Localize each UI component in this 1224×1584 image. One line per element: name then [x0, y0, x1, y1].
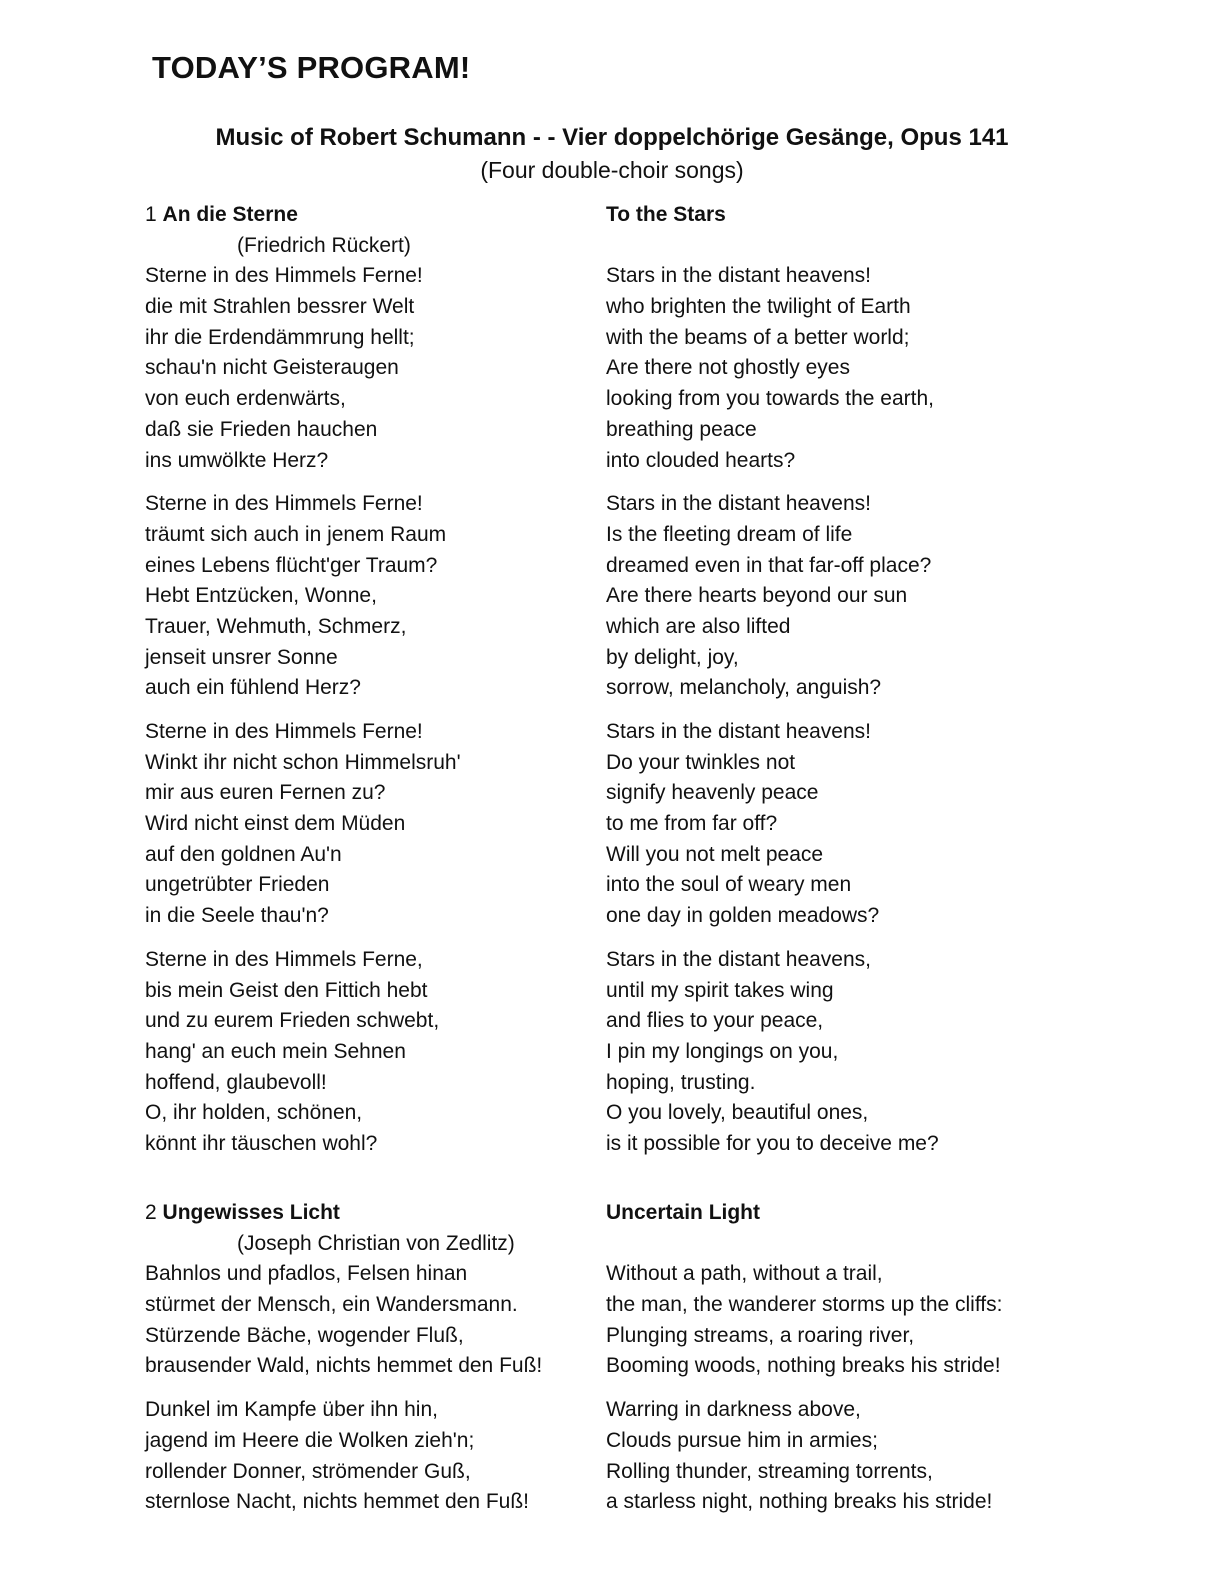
verse-line: hoffend, glaubevoll! — [145, 1070, 327, 1094]
verse-line: Booming woods, nothing breaks his stride! — [606, 1354, 1001, 1378]
verse-line: träumt sich auch in jenem Raum — [145, 522, 447, 546]
verse-line: Are there not ghostly eyes — [606, 356, 850, 380]
verse-line: sorrow, melancholy, anguish? — [606, 676, 882, 700]
verse-line: Dunkel im Kampfe über ihn hin, — [145, 1398, 438, 1422]
stanza-de — [145, 717, 461, 932]
verse-line: Wird nicht einst dem Müden — [145, 812, 406, 836]
verse-line: rollender Donner, strömender Guß, — [145, 1459, 471, 1483]
verse-line: Warring in darkness above, — [606, 1398, 861, 1422]
verse-line: which are also lifted — [606, 614, 791, 638]
song-1-english-column — [606, 200, 939, 1160]
verse-line: hang' an euch mein Sehnen — [145, 1039, 406, 1063]
verse-line: with the beams of a better world; — [606, 325, 910, 349]
verse-line: Stürzende Bäche, wogender Fluß, — [145, 1323, 464, 1347]
verse-line: to me from far off? — [606, 812, 778, 836]
verse-line: by delight, joy, — [606, 645, 739, 669]
stanza-en — [606, 489, 939, 704]
verse-line: breathing peace — [606, 417, 757, 441]
stanza-de — [145, 489, 461, 704]
verse-line: Clouds pursue him in armies; — [606, 1428, 878, 1452]
verse-line: in die Seele thau'n? — [145, 904, 329, 928]
song-title-de — [145, 1198, 542, 1229]
verse-line: Sterne in des Himmels Ferne, — [145, 947, 423, 971]
song-title-en — [606, 200, 939, 231]
stanza-en — [606, 1259, 1002, 1382]
verse-line: into the soul of weary men — [606, 873, 852, 897]
verse-line: until my spirit takes wing — [606, 978, 834, 1002]
verse-line: schau'n nicht Geisteraugen — [145, 356, 399, 380]
stanza-de — [145, 261, 461, 476]
verse-line: Are there hearts beyond our sun — [606, 584, 908, 608]
verse-line: von euch erdenwärts, — [145, 387, 346, 411]
stanza-en — [606, 1395, 1002, 1518]
verse-line: Stars in the distant heavens! — [606, 492, 871, 516]
verse-line: Winkt ihr nicht schon Himmelsruh' — [145, 750, 461, 774]
song-2-english-column — [606, 1198, 1002, 1518]
verse-line: bis mein Geist den Fittich hebt — [145, 978, 428, 1002]
song-author: (Joseph Christian von Zedlitz) — [237, 1231, 515, 1255]
verse-line: looking from you towards the earth, — [606, 387, 935, 411]
verse-line: ins umwölkte Herz? — [145, 448, 329, 472]
verse-line: eines Lebens flücht'ger Traum? — [145, 553, 438, 577]
verse-line: Will you not melt peace — [606, 842, 824, 866]
verse-line: is it possible for you to deceive me? — [606, 1131, 939, 1155]
spacer — [606, 1229, 1002, 1260]
song-number: 2 — [145, 1201, 157, 1224]
song-title-de-text: Ungewisses Licht — [162, 1201, 340, 1224]
verse-line: one day in golden meadows? — [606, 904, 880, 928]
verse-line: mir aus euren Fernen zu? — [145, 781, 386, 805]
spacer — [606, 231, 939, 262]
verse-line: who brighten the twilight of Earth — [606, 295, 911, 319]
verse-line: the man, the wanderer storms up the cliffs: — [606, 1293, 1003, 1317]
verse-line: dreamed even in that far-off place? — [606, 553, 932, 577]
verse-line: jagend im Heere die Wolken zieh'n; — [145, 1428, 475, 1452]
verse-line: die mit Strahlen bessrer Welt — [145, 295, 415, 319]
verse-line: Trauer, Wehmuth, Schmerz, — [145, 614, 407, 638]
verse-line: jenseit unsrer Sonne — [145, 645, 338, 669]
verse-line: Stars in the distant heavens, — [606, 947, 871, 971]
song-title-de — [145, 200, 461, 231]
stanza-en — [606, 717, 939, 932]
verse-line: auch ein fühlend Herz? — [145, 676, 361, 700]
verse-line: I pin my longings on you, — [606, 1039, 839, 1063]
verse-line: Plunging streams, a roaring river, — [606, 1323, 915, 1347]
verse-line: Sterne in des Himmels Ferne! — [145, 492, 423, 516]
verse-line: O, ihr holden, schönen, — [145, 1101, 363, 1125]
verse-line: brausender Wald, nichts hemmet den Fuß! — [145, 1354, 543, 1378]
stanza-en — [606, 261, 939, 476]
verse-line: ungetrübter Frieden — [145, 873, 330, 897]
verse-line: und zu eurem Frieden schwebt, — [145, 1009, 440, 1033]
song-title-en-text: To the Stars — [606, 203, 726, 226]
verse-line: Stars in the distant heavens! — [606, 264, 871, 288]
verse-line: könnt ihr täuschen wohl? — [145, 1131, 378, 1155]
verse-line: Stars in the distant heavens! — [606, 720, 871, 743]
verse-line: sternlose Nacht, nichts hemmet den Fuß! — [145, 1490, 529, 1514]
program-subtitle: (Four double-choir songs) — [480, 157, 744, 183]
verse-line: Bahnlos und pfadlos, Felsen hinan — [145, 1262, 468, 1286]
verse-line: hoping, trusting. — [606, 1070, 756, 1094]
verse-line: into clouded hearts? — [606, 448, 796, 472]
song-2-german-column — [145, 1198, 542, 1518]
verse-line: ihr die Erdendämmrung hellt; — [145, 325, 415, 349]
verse-line: Hebt Entzücken, Wonne, — [145, 584, 377, 608]
verse-line: Rolling thunder, streaming torrents, — [606, 1459, 933, 1483]
verse-line: O you lovely, beautiful ones, — [606, 1101, 869, 1125]
verse-line: auf den goldnen Au'n — [145, 842, 342, 866]
verse-line: Is the fleeting dream of life — [606, 522, 853, 546]
verse-line: and flies to your peace, — [606, 1009, 824, 1033]
song-title-en-text: Uncertain Light — [606, 1201, 761, 1224]
stanza-de — [145, 945, 461, 1160]
verse-line: Sterne in des Himmels Ferne! — [145, 264, 423, 288]
verse-line: stürmet der Mensch, ein Wandersmann. — [145, 1293, 518, 1317]
page-heading: TODAY’S PROGRAM! — [152, 50, 471, 85]
program-title: Music of Robert Schumann - - Vier doppelchörige Gesänge, Opus 141 — [215, 124, 1009, 151]
song-number: 1 — [145, 203, 157, 226]
song-title-de-text: An die Sterne — [162, 203, 298, 226]
stanza-de — [145, 1259, 542, 1382]
stanza-de — [145, 1395, 542, 1518]
song-title-en — [606, 1198, 1002, 1229]
verse-line: Do your twinkles not — [606, 750, 796, 774]
verse-line: Sterne in des Himmels Ferne! — [145, 720, 423, 743]
stanza-en — [606, 945, 939, 1160]
verse-line: Without a path, without a trail, — [606, 1262, 883, 1286]
song-author: (Friedrich Rückert) — [237, 233, 411, 257]
verse-line: daß sie Frieden hauchen — [145, 417, 378, 441]
verse-line: a starless night, nothing breaks his stride! — [606, 1490, 993, 1514]
verse-line: signify heavenly peace — [606, 781, 819, 805]
song-1-german-column — [145, 200, 461, 1160]
